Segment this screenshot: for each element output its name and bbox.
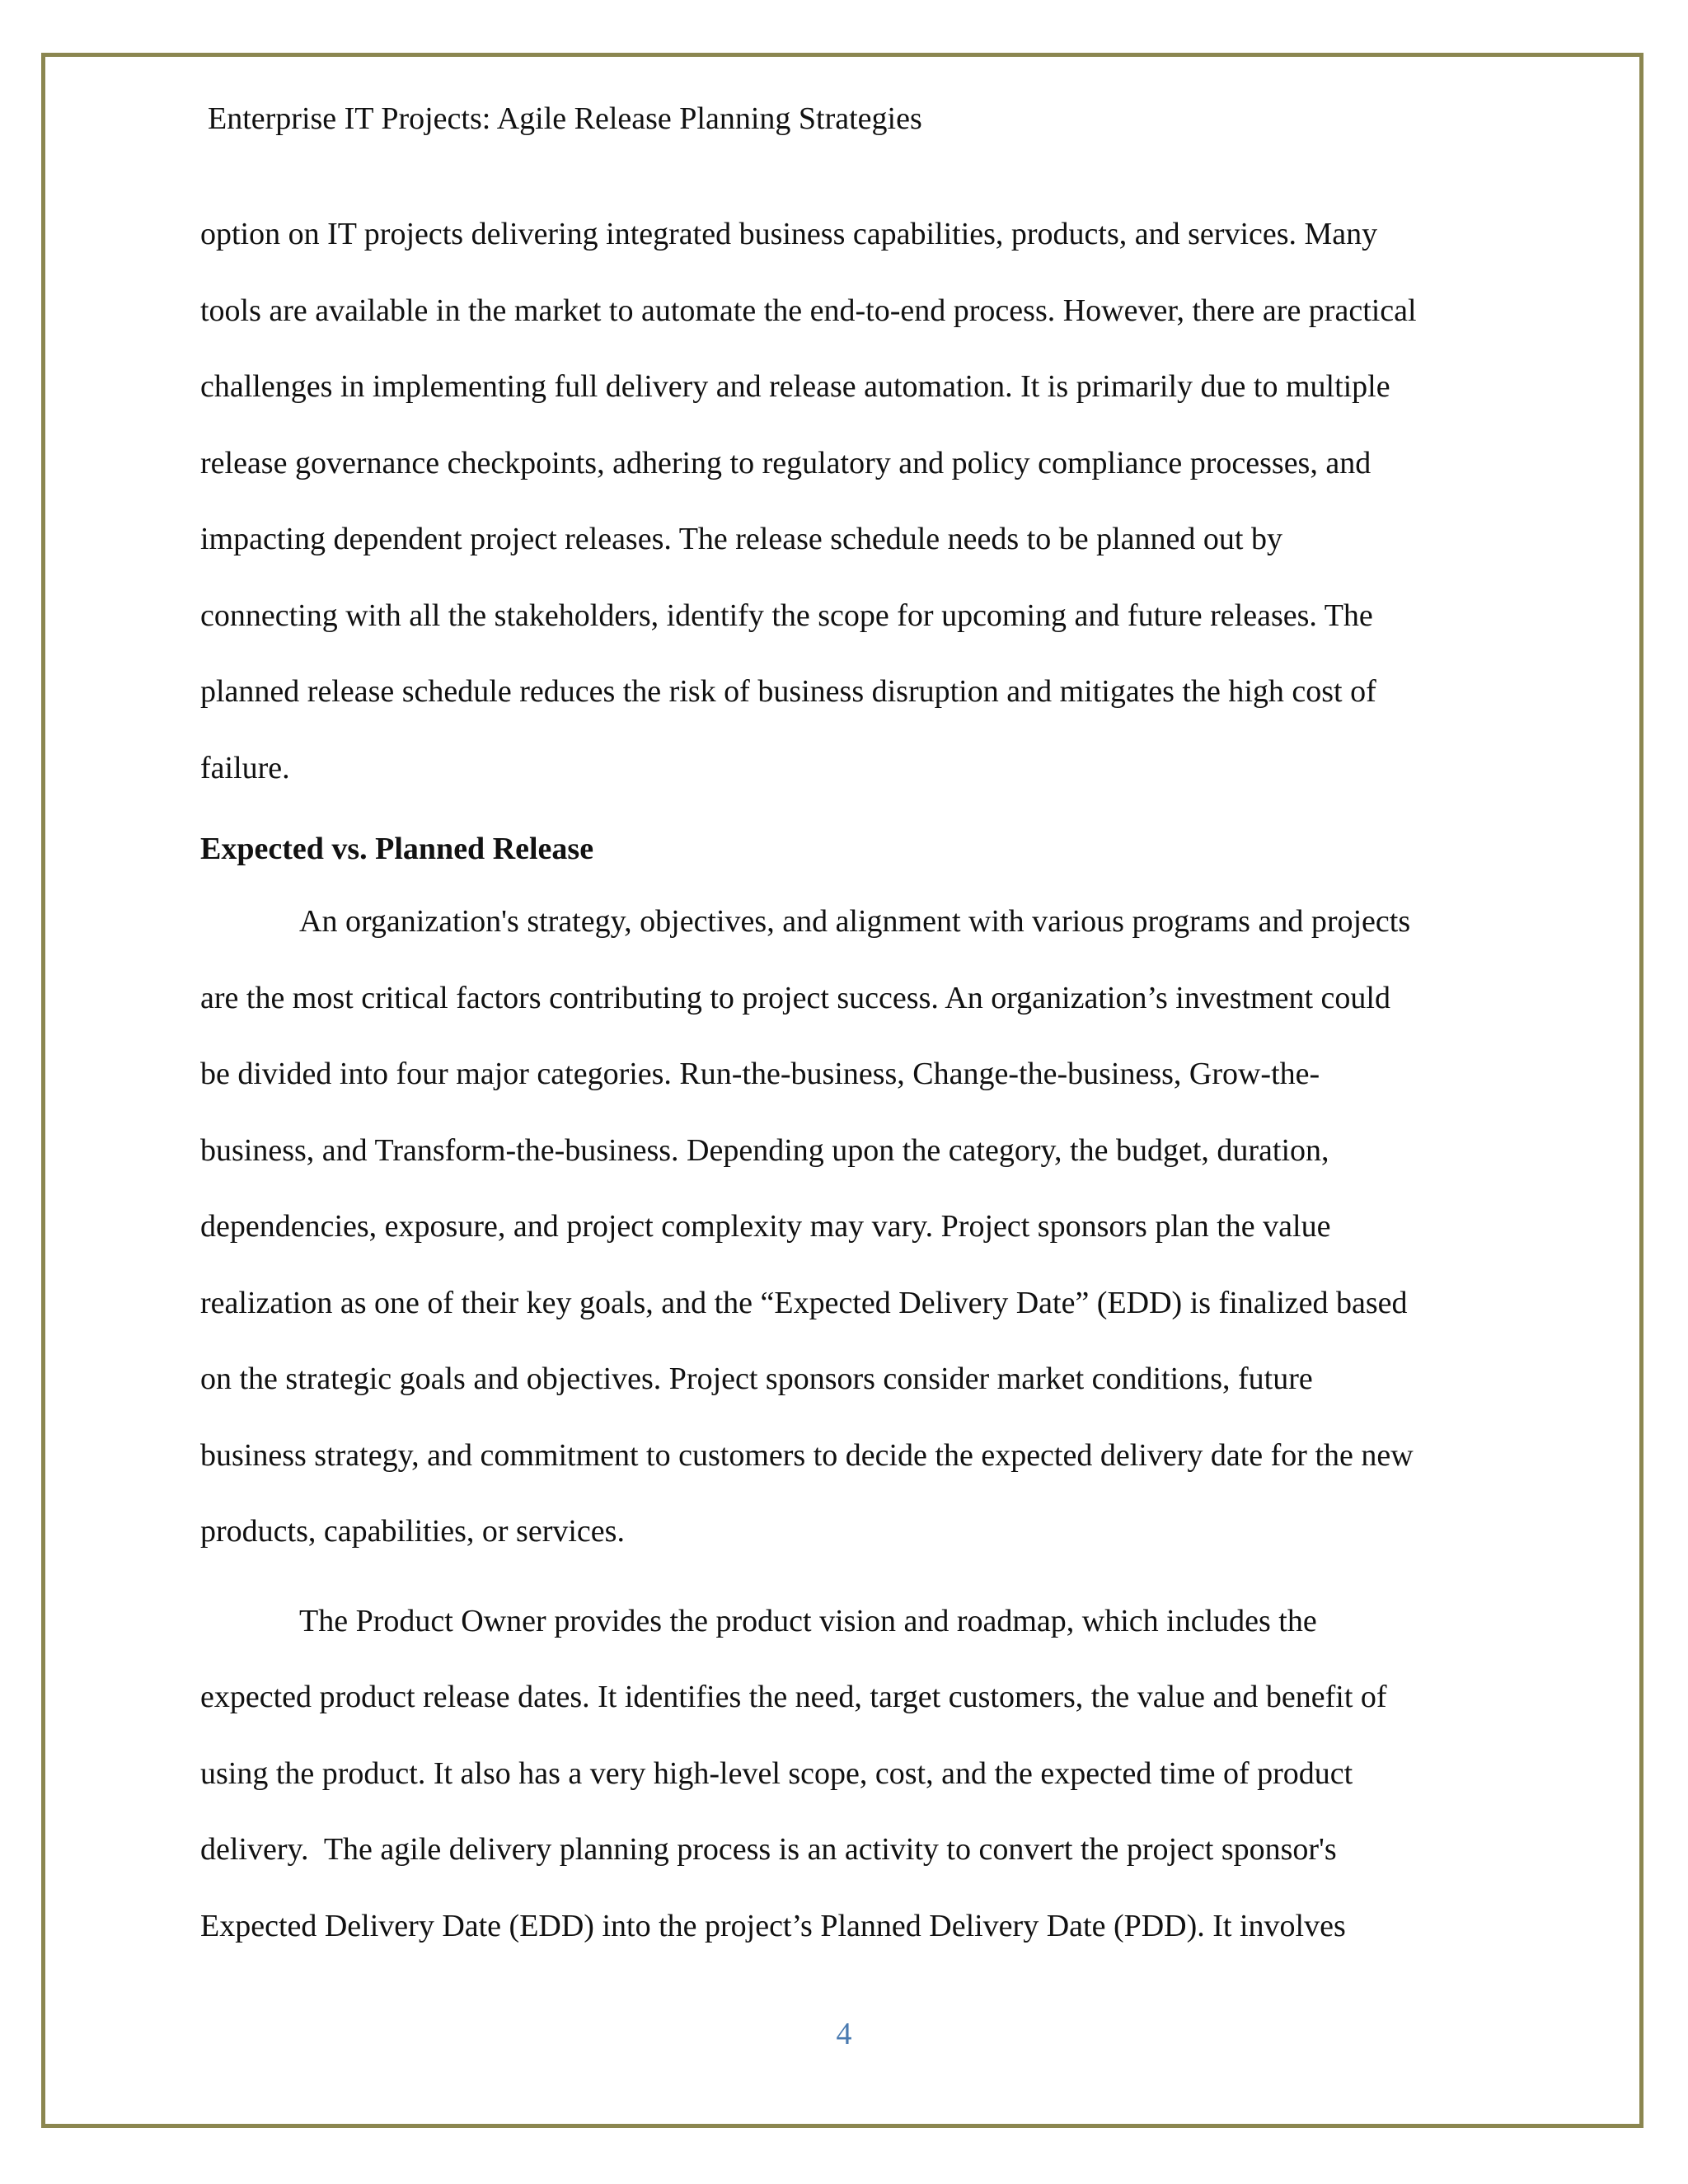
- paragraph-product-owner: [200, 1583, 1503, 1965]
- running-header: Enterprise IT Projects: Agile Release Planning Strategies: [208, 101, 922, 136]
- paragraph-expected-vs-planned: [200, 883, 1503, 1570]
- page-number: 4: [836, 2017, 852, 2051]
- text-line: delivery. The agile delivery planning process is an activity to convert the project sponsor's: [200, 1832, 1337, 1867]
- text-line: business strategy, and commitment to customers to decide the expected delivery date for the new: [200, 1437, 1414, 1473]
- text-line: An organization's strategy, objectives, and alignment with various programs and projects: [299, 904, 1411, 939]
- text-line: realization as one of their key goals, and the “Expected Delivery Date” (EDD) is finalized based: [200, 1285, 1408, 1320]
- text-line: challenges in implementing full delivery and release automation. It is primarily due to multiple: [200, 369, 1390, 404]
- paragraph-gap: [200, 1570, 1503, 1583]
- section-heading: Expected vs. Planned Release: [200, 832, 594, 866]
- paragraph-intro-continued: [200, 196, 1503, 806]
- document-body: [200, 196, 1503, 1964]
- text-line: business, and Transform-the-business. Depending upon the category, the budget, duration,: [200, 1132, 1329, 1168]
- text-line: tools are available in the market to automate the end-to-end process. However, there are practical: [200, 293, 1417, 328]
- text-line: release governance checkpoints, adhering to regulatory and policy compliance processes, and: [200, 445, 1372, 480]
- text-line: Expected Delivery Date (EDD) into the project’s Planned Delivery Date (PDD). It involves: [200, 1908, 1346, 1943]
- text-line: The Product Owner provides the product vision and roadmap, which includes the: [299, 1603, 1317, 1638]
- text-line: products, capabilities, or services.: [200, 1514, 625, 1549]
- text-line: be divided into four major categories. Run-the-business, Change-the-business, Grow-the-: [200, 1057, 1320, 1091]
- text-line: option on IT projects delivering integrated business capabilities, products, and services. Many: [200, 217, 1378, 251]
- text-line: connecting with all the stakeholders, identify the scope for upcoming and future releases. The: [200, 598, 1373, 633]
- text-line: impacting dependent project releases. The release schedule needs to be planned out by: [200, 522, 1282, 556]
- text-line: are the most critical factors contributing to project success. An organization’s investment could: [200, 980, 1390, 1015]
- text-line: expected product release dates. It identifies the need, target customers, the value and benefit of: [200, 1680, 1387, 1714]
- text-line: dependencies, exposure, and project complexity may vary. Project sponsors plan the value: [200, 1209, 1331, 1244]
- text-line: on the strategic goals and objectives. Project sponsors consider market conditions, future: [200, 1361, 1313, 1396]
- text-line: using the product. It also has a very high-level scope, cost, and the expected time of product: [200, 1755, 1353, 1791]
- text-line: planned release schedule reduces the risk of business disruption and mitigates the high cost of: [200, 674, 1376, 709]
- text-line: failure.: [200, 750, 290, 785]
